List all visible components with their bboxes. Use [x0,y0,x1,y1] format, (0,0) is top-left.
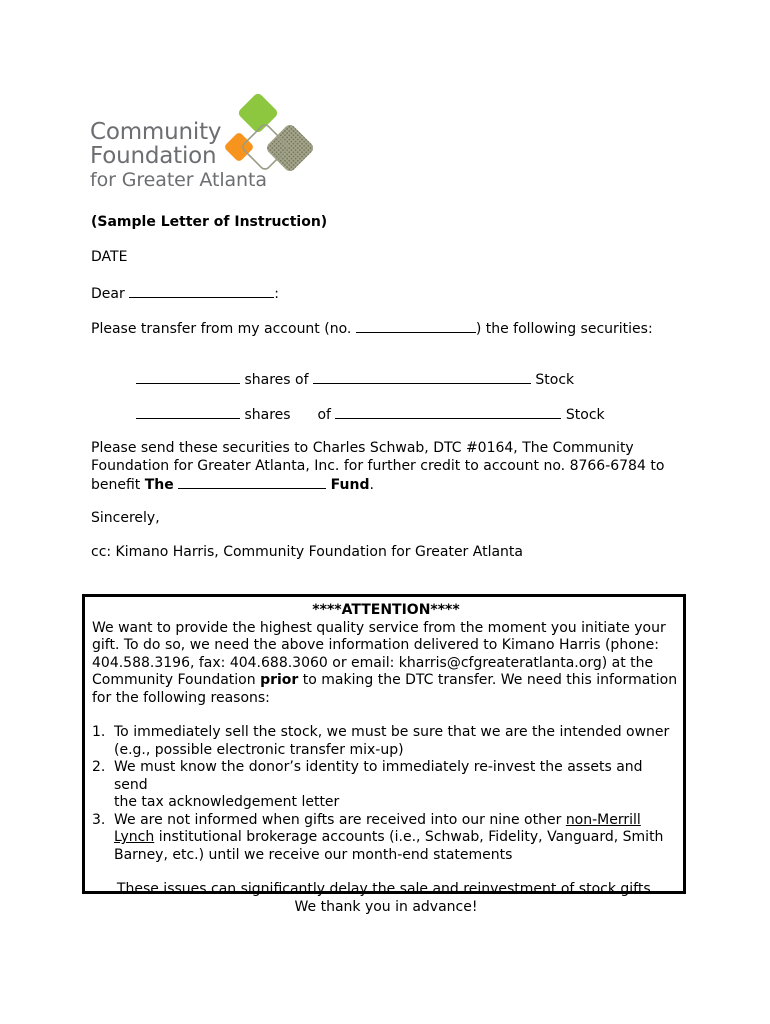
stock-name-blank-1[interactable] [313,369,531,384]
attention-intro-2: gift. To do so, we need the above information delivered to Kimano Harris (phone: [92,637,659,653]
recipient-blank[interactable] [129,283,274,298]
attention-closing [92,881,680,916]
logo-line-community: Community [90,119,222,145]
attention-closing-2: We thank you in advance! [294,898,478,915]
list-item-line-2: the tax acknowledgement letter [114,794,340,810]
list-number: 2. [92,759,106,775]
salutation-label: Dear [91,286,125,302]
salutation-line [91,283,279,303]
fund-period: . [369,477,374,493]
list-number: 3. [92,811,106,828]
attention-intro-4 [92,672,680,690]
stock-label-2: Stock [565,407,605,423]
stock-name-blank-2[interactable] [335,404,561,419]
date-line: DATE [91,249,128,265]
logo-line-foundation: Foundation [90,143,217,169]
shares-label-2: shares [244,407,291,423]
send-line-1: Please send these securities to Charles Schwab, DTC #0164, The Community [91,440,634,456]
of-label-2: of [317,407,331,423]
list-item-line-2 [114,829,680,847]
list-item-line-3: Barney, etc.) until we receive our month-end statements [114,846,513,863]
shares-count-blank-2[interactable] [136,404,240,419]
attention-content [92,602,680,916]
shares-row-1 [136,369,574,389]
fund-name-blank[interactable] [178,474,326,489]
list-item-line-2: (e.g., possible electronic transfer mix-up) [114,741,404,758]
fund-the-label: The [144,477,174,493]
list-number: 1. [92,724,106,740]
salutation-colon: : [274,286,279,302]
send-line-2: Foundation for Greater Atlanta, Inc. for further credit to account no. 8766-6784 to [91,458,665,474]
account-number-blank[interactable] [356,318,476,333]
non-merrill-link: non-Merrill [565,811,641,828]
item-3-pre: We are not informed when gifts are received into our nine other [114,811,562,828]
transfer-line [91,318,653,338]
shares-count-blank-1[interactable] [136,369,240,384]
intro-4-post: to making the DTC transfer. We need this information [302,672,678,688]
logo-line-atlanta: for Greater Atlanta [90,169,267,191]
attention-intro-3: 404.588.3196, fax: 404.688.3060 or email: kharris@cfgreateratlanta.org) at the [92,654,654,671]
logo-wordmark [90,120,267,192]
closing-line: Sincerely, [91,510,160,526]
attention-intro-5: for the following reasons: [92,689,270,706]
list-item-line-1: To immediately sell the stock, we must be sure that we are the intended owner [114,724,670,740]
reasons-list [92,724,680,864]
list-item [92,759,680,812]
list-item [92,724,680,759]
lynch-link: Lynch [114,829,155,845]
intro-4-pre: Community Foundation [92,672,256,688]
fund-label: Fund [330,477,370,493]
shares-row-2 [136,404,605,424]
cc-line: cc: Kimano Harris, Community Foundation for Greater Atlanta [91,544,523,560]
transfer-label: Please transfer from my account (no. [91,321,352,337]
intro-4-prior: prior [260,672,299,688]
list-item-line-1 [114,812,680,830]
attention-title: ****ATTENTION**** [312,602,460,618]
attention-intro-1: We want to provide the highest quality service from the moment you initiate your [92,619,666,636]
transfer-suffix: ) the following securities: [475,321,653,337]
attention-box [82,594,686,915]
send-line-3 [91,474,374,494]
shares-of-label-1: shares of [244,372,309,388]
stock-label-1: Stock [535,372,575,388]
item-3-post: institutional brokerage accounts (i.e., Schwab, Fidelity, Vanguard, Smith [158,829,664,845]
community-foundation-logo [90,90,330,202]
benefit-label: benefit [91,477,141,493]
letter-heading: (Sample Letter of Instruction) [91,214,328,230]
list-item-line-1: We must know the donor’s identity to immediately re-invest the assets and send [114,759,643,793]
attention-closing-1: These issues can significantly delay the sale and reinvestment of stock gifts. [116,881,656,897]
list-item [92,812,680,865]
